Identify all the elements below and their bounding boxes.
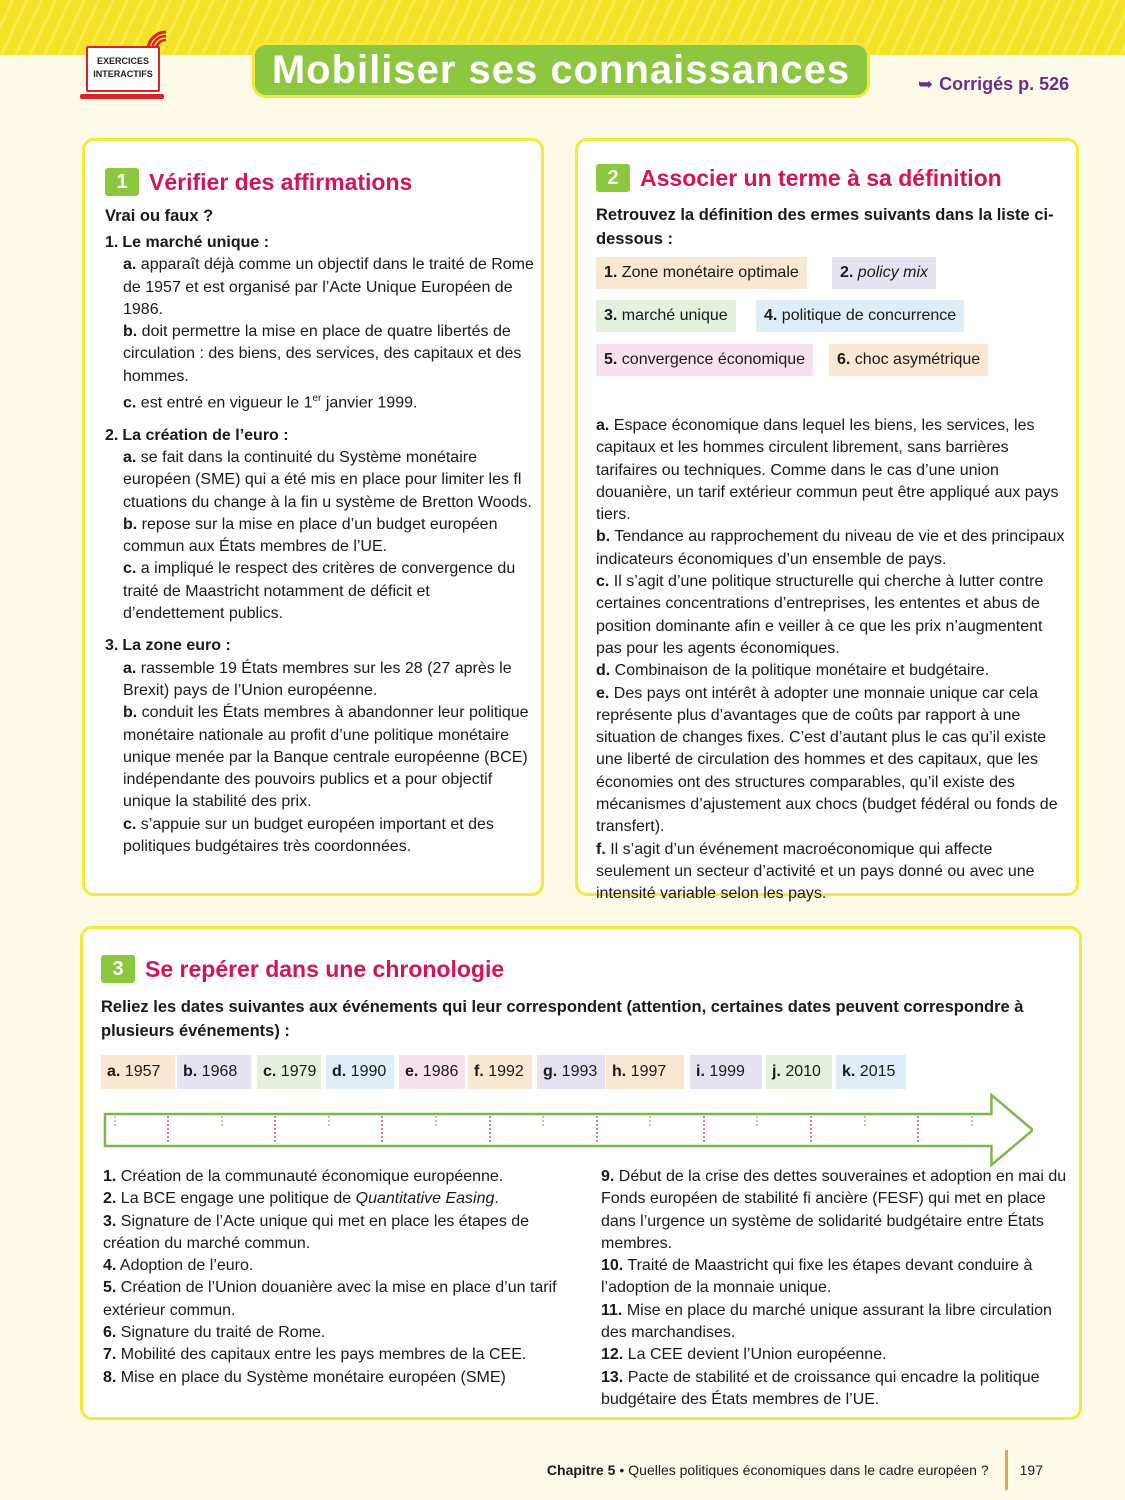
statement-text: se fait dans la continuité du Système monétaire européen (SME) qui a été mis en place pour limiter les fl ctuations du change à la fin u système de Bretton Woods. <box>123 449 532 511</box>
event-item <box>601 1367 1071 1412</box>
event-number: 7. <box>103 1346 117 1364</box>
exercise-3-box <box>80 926 1082 1420</box>
term-chip <box>596 257 807 289</box>
event-number: 13. <box>601 1368 624 1386</box>
statement-text: doit permettre la mise en place de quatre libertés de circulation : des biens, des services, des capitaux et des hommes. <box>123 323 522 385</box>
exercise-instruction: Reliez les dates suivantes aux événements qui leur correspondent (attention, certaines dates peuvent correspondre à plusieurs événements) : <box>101 998 1024 1040</box>
exercise-title: Associer un terme à sa définition <box>640 164 1002 191</box>
exercise-1-box <box>82 138 544 896</box>
exercise-2-content <box>596 203 1066 906</box>
question <box>105 635 535 858</box>
date-chip <box>177 1055 251 1089</box>
definitions-list <box>596 415 1066 906</box>
event-text: Mise en place du marché unique assurant la libre circulation des marchandises. <box>601 1301 1052 1342</box>
term-text: choc asymétrique <box>854 351 981 368</box>
event-item <box>103 1188 573 1210</box>
event-item <box>103 1211 573 1256</box>
term-number: 6. <box>837 351 851 368</box>
event-text: Création de la communauté économique européenne. <box>120 1168 504 1185</box>
date-year: 1986 <box>422 1063 459 1080</box>
event-number: 6. <box>103 1324 117 1342</box>
definition-letter: e. <box>596 684 610 702</box>
badge-line2: INTERACTIFS <box>93 69 153 79</box>
page-footer <box>547 1450 1043 1490</box>
date-year: 1968 <box>201 1063 238 1080</box>
event-item <box>103 1255 573 1277</box>
event-number: 8. <box>103 1368 117 1386</box>
definition-text: Tendance au rapprochement du niveau de vie et des principaux indicateurs économiques d’un ensemble de pays. <box>596 528 1065 568</box>
question-head <box>105 232 535 254</box>
statement-sup: er <box>312 393 322 405</box>
event-item <box>103 1322 573 1344</box>
term-chip <box>756 300 964 332</box>
statement <box>105 658 535 703</box>
event-text: Adoption de l’euro. <box>119 1257 254 1275</box>
statement-letter: b. <box>123 515 138 533</box>
corriges-label: Corrigés p. 526 <box>939 74 1070 94</box>
definition-letter: b. <box>596 528 611 546</box>
term-number: 2. <box>840 264 854 281</box>
statement-letter: c. <box>123 815 137 833</box>
date-letter: a. <box>107 1063 121 1080</box>
term-text: policy mix <box>857 264 929 281</box>
footer-bar <box>1005 1450 1008 1490</box>
exercise-instruction: Vrai ou faux ? <box>105 207 214 225</box>
dates-row <box>101 1055 1061 1089</box>
event-text: Mise en place du Système monétaire européen (SME) <box>120 1368 506 1386</box>
event-text: Signature du traité de Rome. <box>120 1324 326 1342</box>
statement-letter: b. <box>123 323 138 341</box>
exercise-title: Vérifier des affirmations <box>149 168 413 195</box>
event-item <box>601 1255 1071 1300</box>
definition-letter: a. <box>596 417 610 434</box>
event-number: 4. <box>103 1257 117 1275</box>
date-chip <box>836 1055 906 1089</box>
term-chip <box>829 344 988 376</box>
exercise-2-box <box>575 138 1079 903</box>
date-letter: i. <box>696 1063 705 1080</box>
event-item <box>103 1277 573 1322</box>
statement-text: a impliqué le respect des critères de convergence du traité de Maastricht notamment de déficit et d’endettement publics. <box>123 560 516 623</box>
event-text: La BCE engage une politique de <box>120 1190 356 1208</box>
event-number: 12. <box>601 1346 624 1364</box>
terms-list <box>596 257 1066 405</box>
page-title: Mobiliser ses connaissances <box>252 42 870 98</box>
event-item <box>601 1300 1071 1345</box>
footer-subtitle: Quelles politiques économiques dans le cadre européen ? <box>628 1462 989 1478</box>
badge-screen <box>86 46 160 92</box>
term-number: 1. <box>604 264 618 281</box>
statement-text: repose sur la mise en place d’un budget européen commun aux États membres de l’UE. <box>123 515 498 556</box>
definition <box>596 415 1066 526</box>
exercise-title: Se repérer dans une chronologie <box>145 955 505 982</box>
interactive-exercises-badge[interactable] <box>80 42 164 100</box>
definition-text: Espace économique dans lequel les biens, les services, les capitaux et les hommes circulent librement, sans barrières tarifaires ou techniques. Comme dans le cas d’une union douanière, un tarif extérieur commun peut être appliqué aux pays tiers. <box>596 417 1059 524</box>
date-letter: k. <box>842 1063 856 1080</box>
date-chip <box>537 1055 605 1089</box>
corriges-link[interactable] <box>918 74 1069 95</box>
event-number: 10. <box>601 1257 624 1275</box>
definition-text: Combinaison de la politique monétaire et budgétaire. <box>614 662 990 680</box>
exercise-instruction: Retrouvez la définition des ermes suivants dans la liste ci-dessous : <box>596 206 1054 248</box>
definition <box>596 660 1066 682</box>
statement <box>105 447 535 514</box>
date-chip <box>101 1055 175 1089</box>
exercise-number-badge: 2 <box>596 164 630 192</box>
date-chip <box>606 1055 684 1089</box>
date-chip <box>399 1055 465 1089</box>
definition-text: Il s’agit d’une politique structurelle qui cherche à lutter contre certaines concentrations d’entreprises, les ententes et abus de position dominante afin e veiller à ce que les prix n’augmentent pas pour les agents économiques. <box>596 573 1044 657</box>
statement-letter: c. <box>123 560 137 578</box>
statement-text: apparaît déjà comme un objectif dans le traité de Rome de 1957 et est organisé par l’Acte Unique Européen de 1986. <box>123 256 534 318</box>
exercise-1-content <box>105 207 535 868</box>
statement <box>105 321 535 388</box>
event-number: 11. <box>601 1301 623 1319</box>
event-text: Début de la crise des dettes souveraines et adoption en mai du Fonds européen de stabilité fi ancière (FESF) qui met en place dans l’urgence un système de solidarité budgétaire entre États membres. <box>601 1168 1067 1252</box>
timeline-arrow <box>103 1091 1033 1169</box>
question-title: La zone euro : <box>122 637 231 655</box>
term-number: 4. <box>764 307 778 324</box>
statement <box>105 514 535 559</box>
statement <box>105 702 535 813</box>
event-item <box>601 1344 1071 1366</box>
question-number: 1. <box>105 234 119 251</box>
statement-text: conduit les États membres à abandonner leur politique monétaire nationale au profit d’une politique monétaire unique menée par la Banque centrale européenne (BCE) indépendante des pouvoirs publics et a pour objectif unique la stabilité des prix. <box>123 704 529 811</box>
badge-line1: EXERCICES <box>96 56 149 66</box>
event-text-2: . <box>494 1190 499 1208</box>
event-text: Traité de Maastricht qui fixe les étapes devant conduire à l’adoption de la monnaie unique. <box>601 1257 1033 1297</box>
date-chip <box>766 1055 832 1089</box>
date-letter: d. <box>332 1063 347 1080</box>
event-number: 1. <box>103 1168 117 1185</box>
question <box>105 425 535 626</box>
events-left-column <box>103 1166 573 1389</box>
exercise-2-header <box>596 164 1002 192</box>
statement-text: est entré en vigueur le 1 <box>140 394 313 412</box>
definition-letter: f. <box>596 840 606 858</box>
statement <box>105 388 535 415</box>
date-year: 1993 <box>561 1063 598 1080</box>
events-right-column <box>601 1166 1071 1411</box>
date-chip <box>690 1055 762 1089</box>
definition-letter: d. <box>596 662 611 680</box>
statement-letter: c. <box>123 394 137 412</box>
statement-letter: a. <box>123 449 137 466</box>
exercise-number-badge: 3 <box>101 955 135 983</box>
date-letter: f. <box>474 1063 484 1080</box>
event-italic: Quantitative Easing <box>355 1190 495 1208</box>
question-title: La création de l’euro : <box>122 426 289 444</box>
date-letter: b. <box>183 1063 198 1080</box>
definition <box>596 526 1066 571</box>
definition <box>596 571 1066 660</box>
definition-text: Il s’agit d’un événement macroéconomique qui affecte seulement un secteur d’activité et un pays donné ou avec une intensité variable selon les pays. <box>596 840 1035 903</box>
arrow-right-icon: ➥ <box>918 74 934 94</box>
date-letter: h. <box>612 1063 627 1080</box>
event-text: La CEE devient l’Union européenne. <box>627 1346 887 1364</box>
footer-separator: • <box>619 1462 625 1478</box>
definition-text: Des pays ont intérêt à adopter une monnaie unique car cela représente plus d’avantages que de coûts par rapport à une situation de changes fixes. C’est d’autant plus le cas qu’il existe une liberté de circulation des hommes et des capitaux, que les économies ont des structures comparables, qu’il existe des mécanismes d’ajustement aux chocs (budget fédéral ou fonds de transfert). <box>596 684 1058 836</box>
exercise-1-header <box>105 168 412 196</box>
footer-chapter: Chapitre 5 <box>546 1462 616 1478</box>
statement-text: s’appuie sur un budget européen important et des politiques budgétaires très coordonnées. <box>123 815 494 856</box>
question-head <box>105 635 535 657</box>
event-number: 2. <box>103 1190 117 1208</box>
date-letter: g. <box>543 1063 558 1080</box>
event-text: Création de l’Union douanière avec la mise en place d’un tarif extérieur commun. <box>103 1279 557 1319</box>
statement-letter: b. <box>123 704 138 722</box>
event-item <box>103 1367 573 1389</box>
date-letter: j. <box>772 1063 781 1080</box>
date-year: 1990 <box>350 1063 387 1080</box>
date-letter: e. <box>405 1063 419 1080</box>
exercise-3-header <box>101 955 504 983</box>
question-number: 2. <box>105 426 119 444</box>
exercise-number-badge: 1 <box>105 168 139 196</box>
statement-letter: a. <box>123 659 137 677</box>
term-chip <box>596 300 736 332</box>
definition <box>596 683 1066 839</box>
date-chip <box>257 1055 321 1089</box>
date-year: 2015 <box>859 1063 896 1080</box>
term-text: Zone monétaire optimale <box>621 264 799 281</box>
event-text: Signature de l’Acte unique qui met en place les étapes de création du marché commun. <box>103 1212 530 1252</box>
date-chip <box>326 1055 394 1089</box>
date-chip <box>468 1055 532 1089</box>
event-number: 5. <box>103 1279 117 1297</box>
question-title: Le marché unique : <box>122 234 270 251</box>
date-year: 1997 <box>630 1063 667 1080</box>
date-year: 1992 <box>488 1063 524 1080</box>
term-text: politique de concurrence <box>781 307 957 324</box>
event-item <box>103 1166 573 1188</box>
statement <box>105 254 535 321</box>
statement-text: rassemble 19 États membres sur les 28 (27 après le Brexit) pays de l’Union européenne. <box>123 659 512 699</box>
date-year: 2010 <box>785 1063 821 1080</box>
term-number: 3. <box>604 307 618 324</box>
event-item <box>103 1344 573 1366</box>
event-text: Pacte de stabilité et de croissance qui encadre la politique budgétaire des États membres de l’UE. <box>601 1368 1040 1408</box>
definition <box>596 839 1066 906</box>
date-year: 1979 <box>280 1063 317 1080</box>
page-number: 197 <box>1019 1462 1043 1478</box>
date-year: 1999 <box>709 1063 745 1080</box>
statement-letter: a. <box>123 256 137 274</box>
statement-text-2: janvier 1999. <box>321 394 418 412</box>
term-number: 5. <box>604 351 618 368</box>
badge-base <box>80 94 164 99</box>
definition-letter: c. <box>596 573 610 591</box>
term-chip <box>596 344 813 376</box>
statement <box>105 558 535 625</box>
question-number: 3. <box>105 637 119 655</box>
event-number: 9. <box>601 1168 615 1185</box>
question <box>105 232 535 415</box>
event-number: 3. <box>103 1212 117 1230</box>
date-letter: c. <box>263 1063 277 1080</box>
event-text: Mobilité des capitaux entre les pays membres de la CEE. <box>120 1346 527 1364</box>
term-chip <box>832 257 936 289</box>
statement <box>105 814 535 859</box>
term-text: convergence économique <box>621 351 806 368</box>
question-head <box>105 425 535 447</box>
event-item <box>601 1166 1071 1255</box>
date-year: 1957 <box>124 1063 161 1080</box>
term-text: marché unique <box>621 307 728 324</box>
